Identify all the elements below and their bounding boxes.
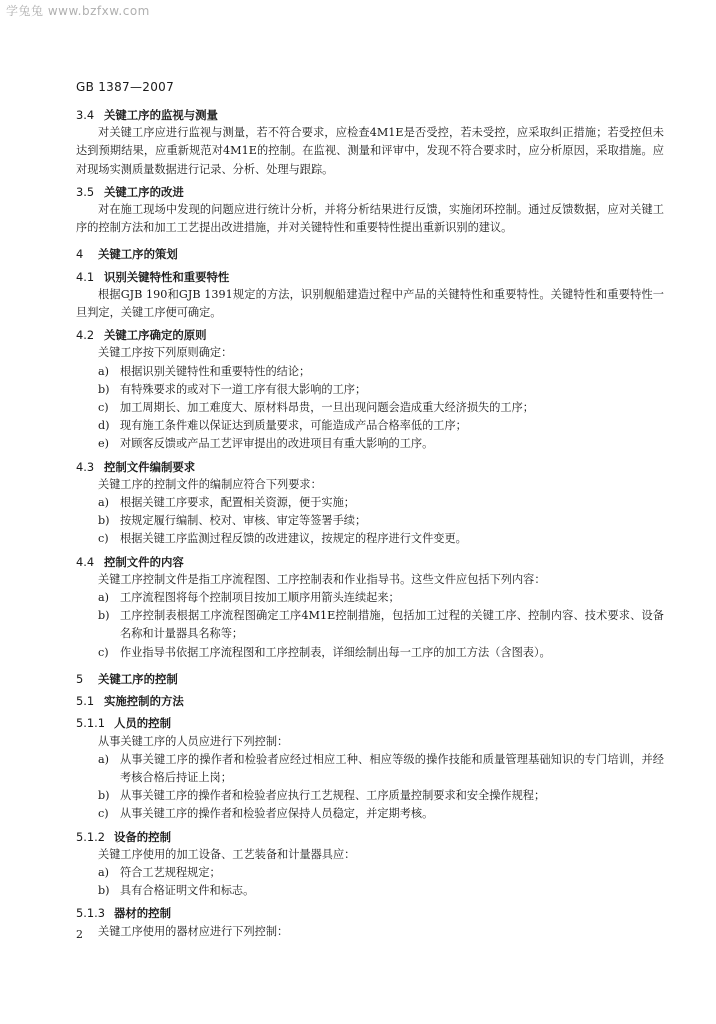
list-item: [76, 363, 664, 381]
paragraph: 对关键工序应进行监视与测量，若不符合要求，应检查4M1E是否受控，若未受控，应采取纠正措施；若受控但未达到预期结果，应重新规范对4M1E的控制。在监视、测量和评审中，发现不符合要求时，应分析原因，采取措施。应对现场实测质量数据进行记录、分析、处理与跟踪。: [76, 126, 664, 176]
section-number: 3.4: [76, 108, 95, 122]
section-title: 控制文件编制要求: [104, 459, 196, 474]
section-number: 4.3: [76, 459, 95, 474]
list-item-text: 作业指导书依据工序流程图和工序控制表，详细绘制出每一工序的加工方法（含图表）。: [120, 645, 551, 659]
list-item-text: 符合工艺规程规定；: [120, 865, 221, 879]
section-number: 4.1: [76, 269, 95, 284]
list-marker: c): [98, 807, 109, 821]
page-number: 2: [76, 928, 83, 941]
section-title: 关键工序的监视与测量: [104, 108, 218, 122]
list-item: [76, 494, 664, 512]
list-item-text: 按规定履行编制、校对、审核、审定等签署手续；: [120, 514, 367, 528]
section-heading: [76, 268, 664, 286]
list-item-text: 根据关键工序监测过程反馈的改进建议，按规定的程序进行文件变更。: [120, 532, 467, 546]
list-marker: a): [98, 364, 110, 378]
section-heading: [76, 245, 664, 263]
list-item-text: 根据识别关键特性和重要特性的结论；: [120, 364, 311, 378]
list-item: [76, 435, 664, 453]
section-title: 关键工序的改进: [104, 184, 184, 199]
section-title: 人员的控制: [114, 716, 171, 731]
section-heading: [76, 904, 664, 922]
section-title: 关键工序确定的原则: [104, 328, 207, 343]
section-heading: [76, 553, 664, 571]
section-title: 控制文件的内容: [104, 554, 184, 569]
section-number: 5: [76, 671, 84, 686]
section-number: 4: [76, 247, 84, 262]
section-title: 关键工序的策划: [98, 247, 178, 262]
section-title: 设备的控制: [114, 829, 171, 844]
section-number: 4.4: [76, 554, 95, 569]
list-marker: b): [98, 884, 110, 898]
document-body: [76, 102, 664, 941]
section-heading: [76, 670, 664, 688]
paragraph: 关键工序使用的加工设备、工艺装备和计量器具应：: [98, 847, 356, 861]
list-item: [76, 512, 664, 530]
list-marker: c): [98, 645, 109, 659]
list-item-text: 工序流程图将每个控制项目按加工顺序用箭头连续起来；: [120, 591, 400, 605]
list-item: [76, 882, 664, 900]
section-title: 识别关键特性和重要特性: [104, 269, 230, 284]
list-marker: e): [98, 437, 109, 451]
list-item-text: 从事关键工序的操作者和检验者应保持人员稳定，并定期考核。: [120, 807, 434, 821]
section-heading: [76, 714, 664, 732]
section-number: 5.1.1: [76, 716, 105, 731]
list-marker: b): [98, 514, 110, 528]
section-heading: [76, 458, 664, 476]
list-item: [76, 864, 664, 882]
list-marker: a): [98, 752, 110, 766]
list-item-text: 具有合格证明文件和标志。: [120, 884, 255, 898]
site-watermark: 学兔兔 www.bzfxw.com: [6, 4, 150, 18]
section-heading: [76, 326, 664, 344]
list-item-text: 工序控制表根据工序流程图确定工序4M1E控制措施，包括加工过程的关键工序、控制内容、技术要求、设备名称和计量器具名称等；: [120, 609, 664, 641]
list-marker: d): [98, 419, 110, 433]
list-marker: a): [98, 496, 110, 510]
section-number: 5.1: [76, 694, 95, 709]
section-title: 实施控制的方法: [104, 694, 184, 709]
list-item-text: 有特殊要求的或对下一道工序有很大影响的工序；: [120, 382, 367, 396]
list-marker: b): [98, 382, 110, 396]
list-item: [76, 589, 664, 607]
list-item: [76, 530, 664, 548]
section-number: 3.5: [76, 184, 95, 199]
section-heading: [76, 106, 664, 124]
list-item: [76, 751, 664, 787]
list-item-text: 从事关键工序的操作者和检验者应执行工艺规程、工序质量控制要求和安全操作规程；: [120, 789, 546, 803]
list-item-text: 根据关键工序要求，配置相关资源，便于实施；: [120, 496, 355, 510]
list-item-text: 从事关键工序的操作者和检验者应经过相应工种、相应等级的操作技能和质量管理基础知识的专门培训，并经考核合格后持证上岗；: [120, 752, 664, 784]
section-number: 4.2: [76, 328, 95, 343]
list-marker: b): [98, 789, 110, 803]
paragraph: 从事关键工序的人员应进行下列控制：: [98, 734, 289, 748]
section-title: 关键工序的控制: [98, 671, 178, 686]
list-item: [76, 417, 664, 435]
list-item-text: 现有施工条件难以保证达到质量要求，可能造成产品合格率低的工序；: [120, 419, 467, 433]
document-number: GB 1387—2007: [76, 80, 175, 94]
section-heading: [76, 692, 664, 710]
section-heading: [76, 183, 664, 201]
list-item: [76, 787, 664, 805]
list-marker: a): [98, 865, 110, 879]
paragraph: 对在施工现场中发现的问题应进行统计分析，并将分析结果进行反馈，实施闭环控制。通过反馈数据，应对关键工序的控制方法和加工工艺提出改进措施，并对关键特性和重要特性提出重新识别的建议。: [76, 203, 664, 235]
list-item: [76, 381, 664, 399]
list-marker: b): [98, 609, 110, 623]
list-marker: c): [98, 532, 109, 546]
section-heading: [76, 828, 664, 846]
list-item-text: 加工周期长、加工难度大、原材料昂贵，一旦出现问题会造成重大经济损失的工序；: [120, 401, 534, 415]
list-item: [76, 644, 664, 662]
paragraph: 关键工序控制文件是指工序流程图、工序控制表和作业指导书。这些文件应包括下列内容：: [98, 572, 546, 586]
paragraph: 根据GJB 190和GJB 1391规定的方法，识别舰船建造过程中产品的关键特性和重要特性。关键特性和重要特性一旦判定，关键工序便可确定。: [76, 287, 664, 320]
list-item: [76, 805, 664, 823]
list-item: [76, 607, 664, 643]
section-number: 5.1.3: [76, 906, 105, 921]
section-title: 器材的控制: [114, 906, 171, 921]
list-marker: a): [98, 591, 110, 605]
list-item: [76, 399, 664, 417]
list-item-text: 对顾客反馈或产品工艺评审提出的改进项目有重大影响的工序。: [120, 437, 434, 451]
paragraph: 关键工序的控制文件的编制应符合下列要求：: [98, 477, 322, 491]
section-number: 5.1.2: [76, 829, 105, 844]
paragraph: 关键工序按下列原则确定：: [98, 346, 233, 360]
paragraph: 关键工序使用的器材应进行下列控制：: [98, 924, 289, 938]
list-marker: c): [98, 401, 109, 415]
